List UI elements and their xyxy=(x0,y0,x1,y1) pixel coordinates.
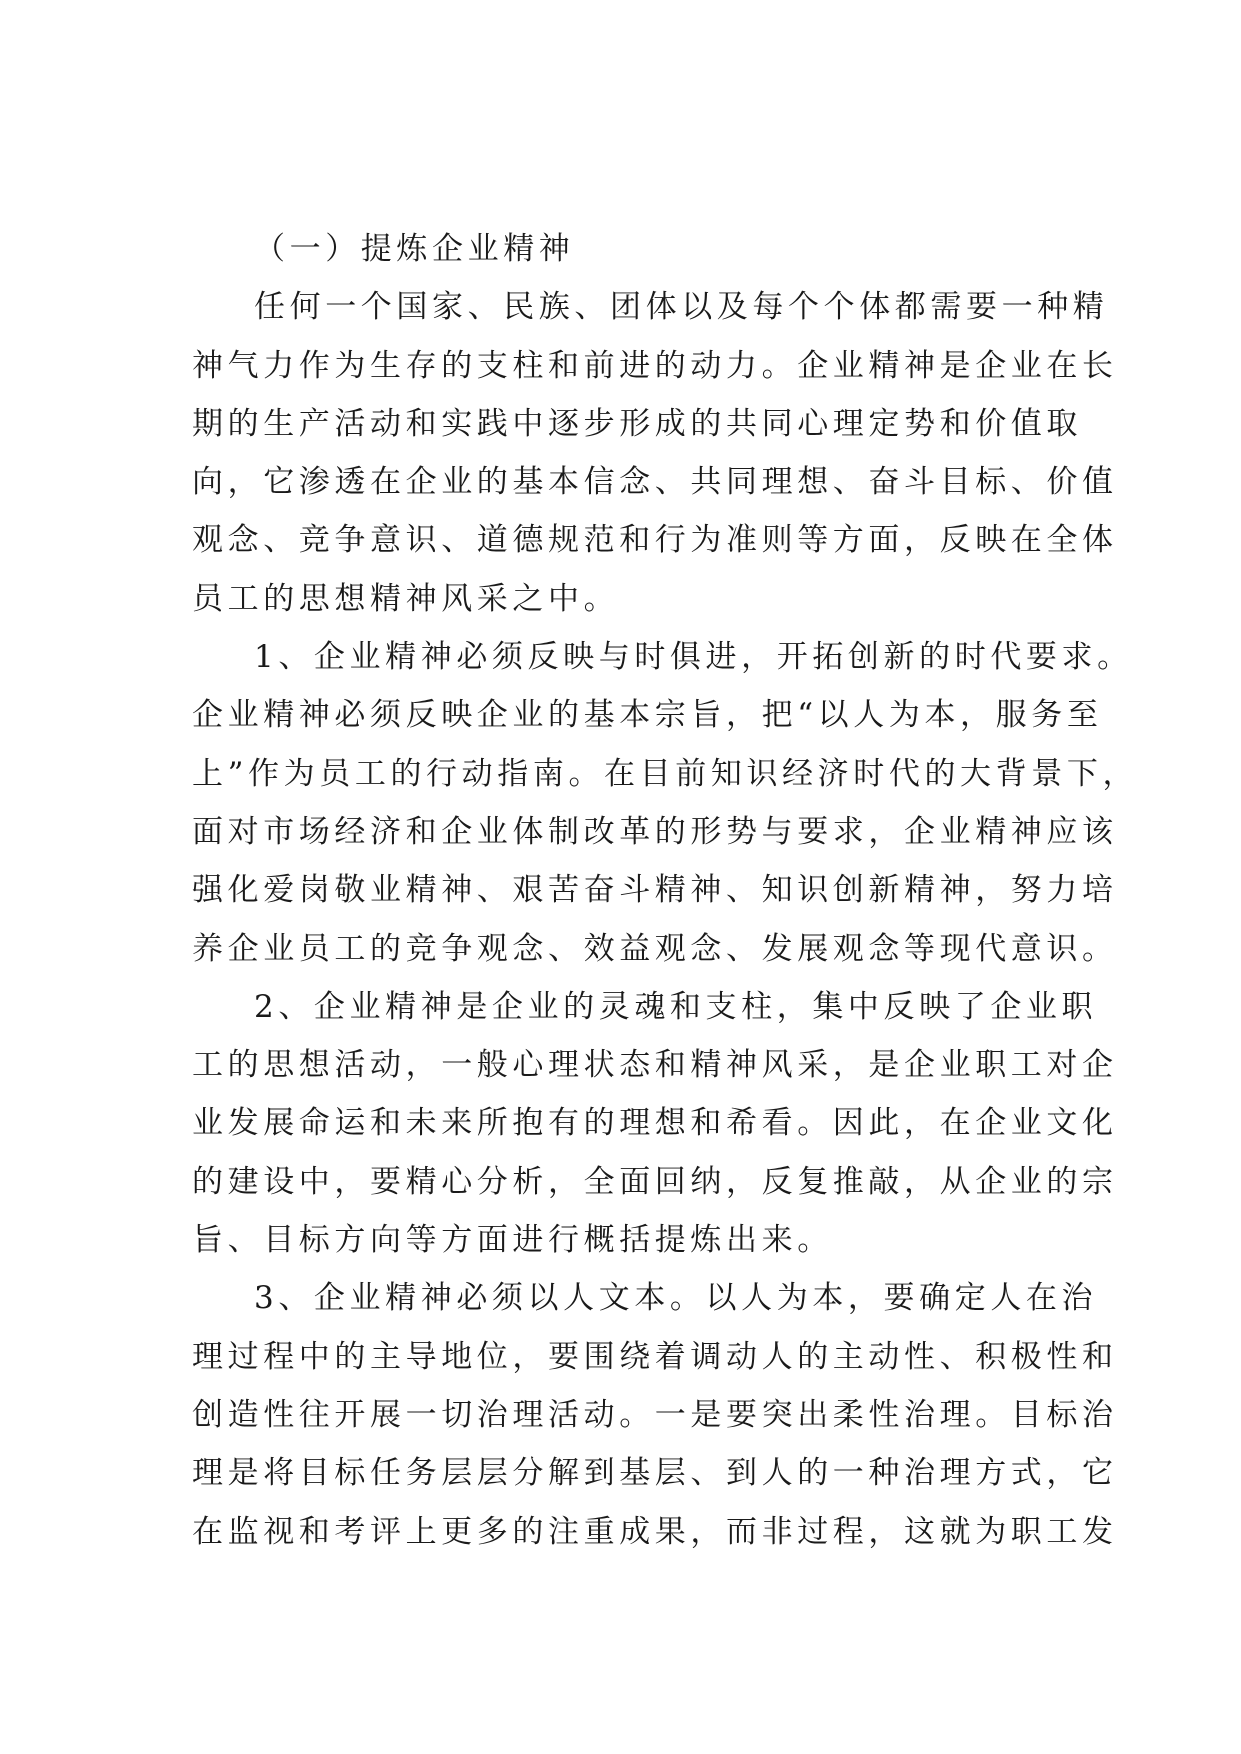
paragraph-line: 在监视和考评上更多的注重成果，而非过程，这就为职工发 xyxy=(192,1513,1118,1550)
paragraph-line: 企业精神必须反映企业的基本宗旨，把“以人为本，服务至 xyxy=(192,697,1103,734)
paragraph-line: 强化爱岗敬业精神、艰苦奋斗精神、知识创新精神，努力培 xyxy=(192,872,1118,909)
paragraph-2 xyxy=(192,628,1139,978)
paragraph-line: 面对市场经济和企业体制改革的形势与要求，企业精神应该 xyxy=(192,813,1118,850)
paragraph-line: 养企业员工的竞争观念、效益观念、发展观念等现代意识。 xyxy=(192,930,1118,967)
paragraph-line: 理过程中的主导地位，要围绕着调动人的主动性、积极性和 xyxy=(192,1338,1118,1375)
paragraph-line: 任何一个国家、民族、团体以及每个个体都需要一种精 xyxy=(254,289,1109,326)
paragraph-3 xyxy=(192,978,1118,1269)
paragraph-line: 上”作为员工的行动指南。在目前知识经济时代的大背景下， xyxy=(192,755,1139,792)
paragraph-line: 期的生产活动和实践中逐步形成的共同心理定势和价值取 xyxy=(192,405,1082,442)
paragraph-line: 创造性往开展一切治理活动。一是要突出柔性治理。目标治 xyxy=(192,1396,1118,1433)
paragraph-4 xyxy=(192,1269,1118,1560)
paragraph-line: 理是将目标任务层层分解到基层、到人的一种治理方式，它 xyxy=(192,1455,1118,1492)
paragraph-line: 旨、目标方向等方面进行概括提炼出来。 xyxy=(192,1222,833,1259)
paragraph-line: 神气力作为生存的支柱和前进的动力。企业精神是企业在长 xyxy=(192,347,1118,384)
paragraph-line: 3、企业精神必须以人文本。以人为本，要确定人在治 xyxy=(254,1280,1098,1317)
paragraph-line: 观念、竞争意识、道德规范和行为准则等方面，反映在全体 xyxy=(192,522,1118,559)
paragraph-1 xyxy=(192,278,1118,628)
paragraph-line: 员工的思想精神风采之中。 xyxy=(192,580,620,617)
section-heading: （一）提炼企业精神 xyxy=(254,231,575,267)
paragraph-line: 向，它渗透在企业的基本信念、共同理想、奋斗目标、价值 xyxy=(192,464,1118,501)
paragraph-line: 工的思想活动，一般心理状态和精神风采，是企业职工对企 xyxy=(192,1047,1118,1084)
paragraph-line: 的建设中，要精心分析，全面回纳，反复推敲，从企业的宗 xyxy=(192,1163,1118,1200)
paragraph-line: 1、企业精神必须反映与时俱进，开拓创新的时代要求。 xyxy=(254,639,1133,676)
paragraph-line: 业发展命运和未来所抱有的理想和希看。因此，在企业文化 xyxy=(192,1105,1118,1142)
paragraph-line: 2、企业精神是企业的灵魂和支柱，集中反映了企业职 xyxy=(254,988,1098,1025)
